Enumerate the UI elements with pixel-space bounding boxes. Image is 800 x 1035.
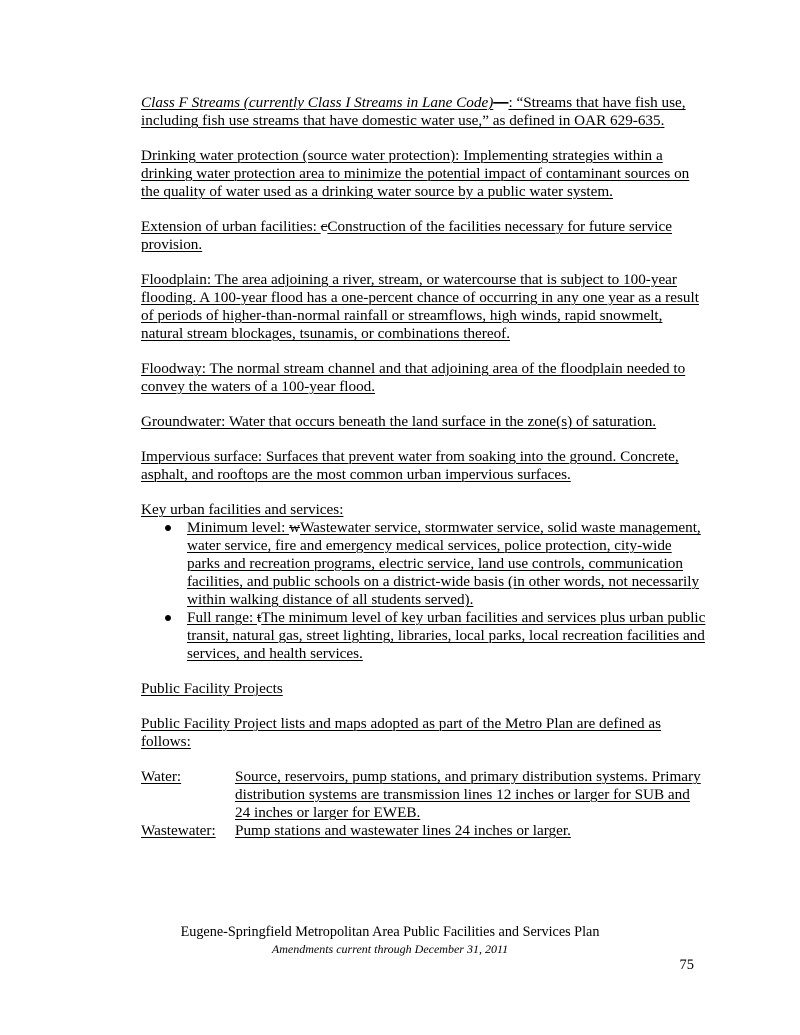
table-row: [141, 768, 706, 822]
extension-term: Extension of urban facilities:: [141, 218, 321, 235]
definition-floodplain: Floodplain: The area adjoining a river, stream, or watercourse that is subject to 100-year flooding. A 100-year flood has a one-percent chance of occurring in any one year as a result of periods of higher-than-normal rainfall or streamflows, high winds, rapid snowmelt, natural stream blockages, tsunamis, or combinations thereof.: [141, 271, 699, 342]
definition-floodway: Floodway: The normal stream channel and that adjoining area of the floodplain needed to convey the waters of a 100-year flood.: [141, 360, 686, 395]
deleted-letter-t: t: [257, 609, 262, 626]
row-key-wastewater: Wastewater:: [141, 822, 216, 839]
bullet-text-full-range: The minimum level of key urban facilities and services plus urban public transit, natural gas, street lighting, libraries, local parks, local recreation facilities and services, and health services.: [187, 609, 706, 662]
extension-definition: Construction of the facilities necessary for future service provision.: [141, 218, 672, 253]
definition-class-f-streams: [141, 94, 706, 130]
inserted-colon: :: [508, 94, 513, 111]
deleted-dash: —: [493, 94, 509, 111]
key-urban-bullet-list: [141, 519, 706, 663]
table-row: [141, 822, 706, 840]
class-f-period: .: [660, 112, 665, 129]
footer-title: Eugene-Springfield Metropolitan Area Public Facilities and Services Plan: [180, 924, 600, 940]
definition-drinking-water: Drinking water protection (source water protection): Implementing strategies within a drinking water protection area to minimize the potential impact of contaminant sources on the quality of water used as a drinking water source by a public water system.: [141, 147, 690, 200]
row-key-water: Water:: [141, 768, 182, 785]
page-number: 75: [679, 957, 694, 973]
public-facility-heading: Public Facility Projects: [141, 680, 283, 697]
bullet-icon: [165, 525, 171, 531]
deleted-letter-w: w: [289, 519, 301, 536]
bullet-term-minimum: Minimum level:: [187, 519, 290, 536]
bullet-term-full-range: Full range:: [187, 609, 258, 626]
bullet-text-minimum: Wastewater service, stormwater service, solid waste management, water service, fire and emergency medical services, police protection, city-wide parks and recreation programs, electric service, land use controls, communication facilities, and public schools on a district-wide basis (in other words, not necessarily within walking distance of all students served).: [187, 519, 701, 608]
term-class-f-streams: Class F Streams (currently Class I Streams in Lane Code): [141, 94, 494, 111]
document-body: [141, 94, 706, 840]
row-value-water: Source, reservoirs, pump stations, and primary distribution systems. Primary distribution systems are transmission lines 12 inches or larger for SUB and 24 inches or larger for EWEB.: [235, 768, 701, 821]
key-urban-heading: Key urban facilities and services:: [141, 501, 344, 518]
class-f-definition: “Streams that have fish use, including fish use streams that have domestic water use,” as defined in OAR 629-635: [141, 94, 686, 129]
row-value-wastewater: Pump stations and wastewater lines 24 inches or larger.: [235, 822, 571, 839]
bullet-minimum-level: [165, 519, 706, 609]
bullet-icon: [165, 615, 171, 621]
definition-key-urban-facilities: [141, 501, 706, 663]
definition-extension-urban-facilities: [141, 218, 706, 254]
public-facility-intro: Public Facility Project lists and maps adopted as part of the Metro Plan are defined as follows:: [141, 715, 662, 750]
footer-subtitle: Amendments current through December 31, 2011: [271, 942, 509, 956]
public-facility-table: [141, 768, 706, 840]
definition-impervious-surface: Impervious surface: Surfaces that prevent water from soaking into the ground. Concrete, asphalt, and rooftops are the most common urban impervious surfaces.: [141, 448, 679, 483]
definition-groundwater: Groundwater: Water that occurs beneath the land surface in the zone(s) of saturation.: [141, 413, 657, 430]
deleted-letter-c: c: [320, 218, 328, 235]
bullet-full-range: [165, 609, 706, 663]
